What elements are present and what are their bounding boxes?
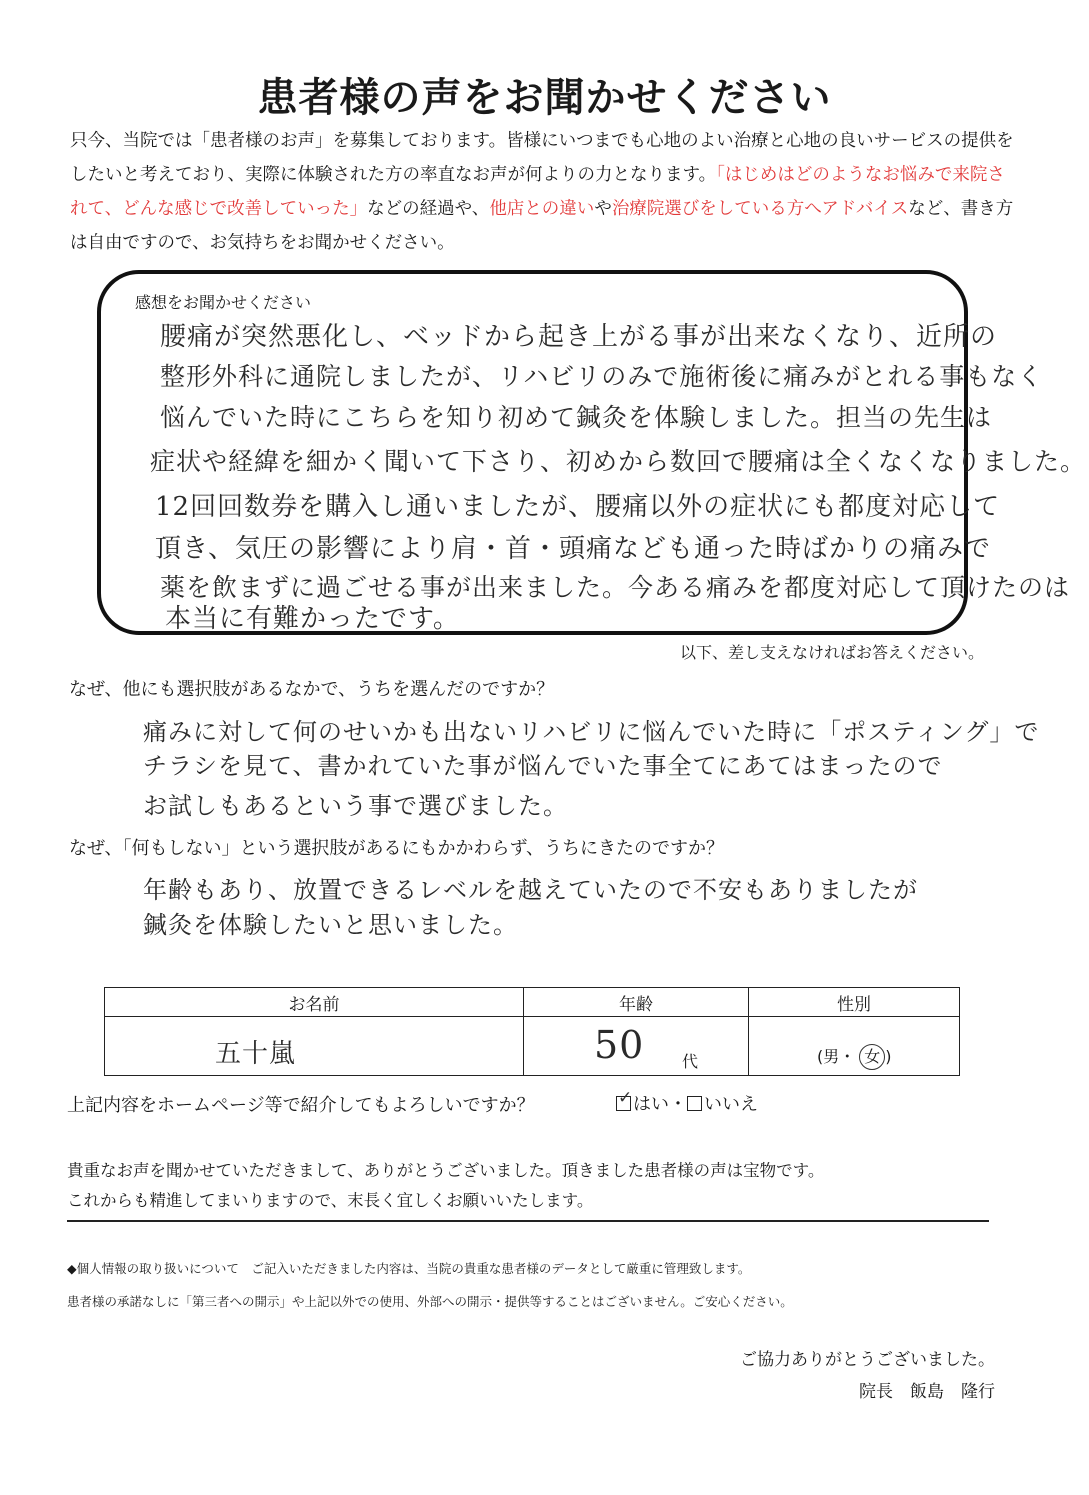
consent-yes-label: はい (633, 1094, 669, 1115)
intro-part-1: 只今、当院では「患者様のお声」を募集しております。皆様にいつまでも心地のよい治療と心地の良いサービスの提供をしたいと考えており、実際に体験された方の率直なお声が何よりの力となります。 (70, 131, 1014, 185)
divider (67, 1220, 989, 1222)
gender-female-circled[interactable]: 女 (859, 1044, 885, 1070)
impression-line: 12回回数券を購入し通いましたが、腰痛以外の症状にも都度対応して (155, 492, 1001, 522)
name-header: お名前 (105, 988, 524, 1017)
closing-block (740, 1344, 995, 1408)
patient-info-table (104, 987, 960, 1076)
consent-yes-checkbox[interactable] (616, 1096, 631, 1111)
consent-options (616, 1090, 758, 1116)
page-title: 患者様の声をお聞かせください (257, 75, 832, 121)
age-value: 50 (594, 1023, 645, 1067)
intro-highlight-3: 治療院選びをしている方へアドバイス (611, 199, 909, 219)
gender-separator: ・ (839, 1047, 856, 1066)
intro-highlight-1: 「はじめはどのようなお悩みで来院されて、どんな感じで改善していった」 (70, 165, 1005, 219)
impression-line: 本当に有難かったです。 (165, 604, 460, 634)
age-cell (524, 1017, 749, 1076)
impression-line: 悩んでいた時にこちらを知り初めて鍼灸を体験しました。担当の先生は (160, 403, 993, 432)
signature: 院長 飯島 隆行 (859, 1382, 995, 1402)
gender-header: 性別 (749, 988, 960, 1017)
intro-part-2: などの経過や、 (367, 199, 490, 219)
intro-part-4: など、書き方は自由ですので、お気持ちをお聞かせください。 (70, 199, 1014, 253)
answer-why-came-line: 年齢もあり、放置できるレベルを越えていたので不安もありましたが (143, 876, 918, 904)
closing-message: ご協力ありがとうございました。 (740, 1350, 995, 1370)
impression-line: 頂き、気圧の影響により肩・首・頭痛なども通った時ばかりの痛みで (155, 534, 991, 564)
name-cell (105, 1017, 524, 1076)
age-suffix: 代 (682, 1052, 699, 1071)
answer-why-chose-line: チラシを見て、書かれていた事が悩んでいた事全てにあてはまったので (143, 752, 943, 780)
privacy-line: 患者様の承諾なしに「第三者への開示」や上記以外での使用、外部への開示・提供等することはございません。ご安心ください。 (67, 1294, 793, 1309)
age-header: 年齢 (524, 988, 749, 1017)
intro-highlight-2: 他店との違い (489, 199, 595, 219)
privacy-notice (67, 1252, 793, 1318)
consent-question: 上記内容をホームページ等で紹介してもよろしいですか？ (67, 1095, 535, 1116)
intro-text (70, 124, 1020, 260)
consent-no-label: いいえ (704, 1094, 758, 1115)
question-why-chose: なぜ、他にも選択肢があるなかで、うちを選んだのですか？ (69, 679, 555, 700)
impression-line: 整形外科に通院しましたが、リハビリのみで施術後に痛みがとれる事もなく (160, 362, 1044, 391)
thanks-line: これからも精進してまいりますので、末長く宜しくお願いいたします。 (67, 1191, 594, 1210)
optional-note: 以下、差し支えなければお答えください。 (679, 643, 984, 662)
name-value: 五十嵐 (215, 1039, 297, 1069)
gender-cell (749, 1017, 960, 1076)
thanks-line: 貴重なお声を聞かせていただきまして、ありがとうございました。頂きました患者様の声は宝物です。 (67, 1161, 825, 1180)
question-why-came: なぜ、「何もしない」という選択肢があるにもかかわらず、うちにきたのですか？ (69, 838, 725, 859)
consent-no-checkbox[interactable] (687, 1096, 702, 1111)
impression-line: 腰痛が突然悪化し、ベッドから起き上がる事が出来なくなり、近所の (160, 322, 998, 352)
answer-why-chose-line: お試しもあるという事で選びました。 (143, 792, 568, 820)
answer-why-chose-line: 痛みに対して何のせいかも出ないリハビリに悩んでいた時に「ポスティング」で (143, 718, 1040, 746)
gender-male[interactable]: 男 (823, 1047, 840, 1066)
intro-part-3: や (594, 199, 612, 219)
impression-line: 薬を飲まずに過ごせる事が出来ました。今ある痛みを都度対応して頂けたのは (160, 573, 1071, 602)
thanks-message (67, 1156, 824, 1216)
impressions-label: 感想をお聞かせください (135, 293, 312, 312)
gender-options: (男・ 女 ) (817, 1044, 892, 1070)
impression-line: 症状や経緯を細かく聞いて下さり、初めから数回で腰痛は全くなくなりました。 (150, 447, 1087, 476)
answer-why-came-line: 鍼灸を体験したいと思いました。 (143, 911, 518, 939)
consent-separator: ・ (669, 1094, 687, 1115)
privacy-line: ◆個人情報の取り扱いについて ご記入いただきました内容は、当院の貴重な患者様のデータとして厳重に管理致します。 (67, 1261, 751, 1276)
